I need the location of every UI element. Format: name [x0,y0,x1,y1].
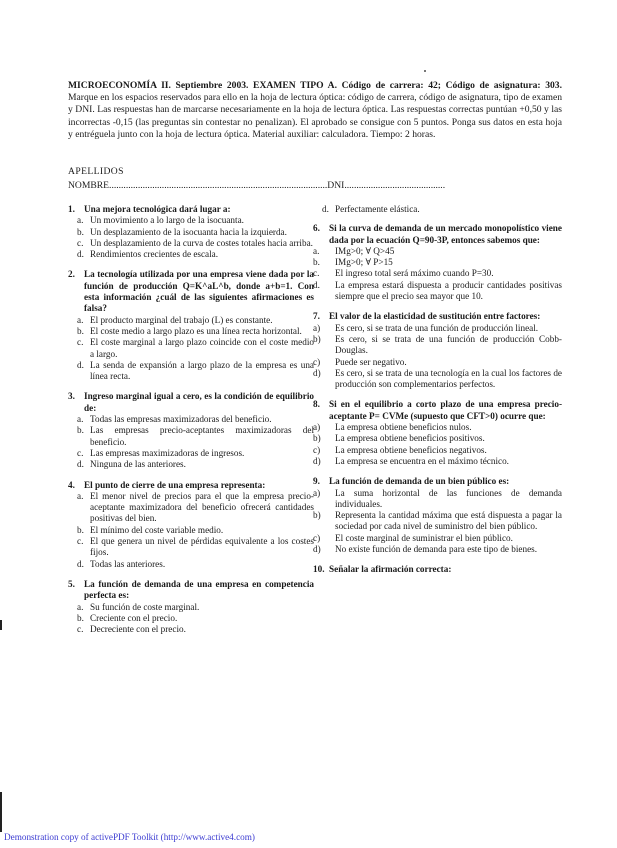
question-5 [68,579,314,635]
option-text: Su función de coste marginal. [90,601,200,612]
option-letter: b. [77,612,84,623]
option-text: Las empresas maximizadoras de ingresos. [90,447,245,458]
option-text: El coste medio a largo plazo es una línea recta horizontal. [90,325,302,336]
answer-option [68,315,314,326]
option-letter: a. [77,414,84,425]
option-text: La senda de expansión a largo plazo de la empresa es una línea recta. [90,359,314,382]
option-text: Representa la cantidad máxima que está dispuesta a pagar la sociedad por cada nivel de suministro del bien público. [335,510,562,532]
option-letter: c) [313,532,321,543]
question-3 [68,391,314,470]
question-text: La función de demanda de un bien público es: [329,476,510,487]
option-letter: a. [77,215,84,226]
option-text: El coste marginal a largo plazo coincide con el coste medio a largo. [90,337,314,359]
answer-option [313,268,562,279]
question-stem [68,269,314,314]
exam-title: MICROECONOMÍA II. Septiembre 2003. EXAMEN TIPO A. Código de carrera: 42; Código de asignatura: 303. [68,80,562,91]
option-letter: c. [77,624,84,635]
option-text: Puede ser negativo. [335,356,407,367]
answer-option [68,326,314,337]
margin-mark-1 [0,620,2,630]
answer-option [68,360,314,383]
answer-option [313,357,562,368]
answer-option [68,613,314,624]
carry-option [313,204,562,215]
question-text: El punto de cierre de una empresa representa: [84,479,266,490]
option-letter: b. [77,524,84,535]
answer-option [313,445,562,456]
answer-option [68,238,314,249]
option-text: Es cero, si se trata de una tecnología en la cual los factores de producción son complementarios perfectos. [335,367,562,390]
answer-option [313,422,562,433]
exam-header [68,80,562,141]
question-number: 6. [313,223,320,234]
option-letter: c. [77,237,84,248]
option-letter: a) [313,487,321,498]
option-letter: b) [313,333,321,344]
option-letter: a) [313,422,321,433]
option-letter: c. [77,536,84,547]
question-stem [313,399,562,422]
option-letter: a. [313,245,320,256]
question-text: Señalar la afirmación correcta: [329,564,452,575]
question-text: El valor de la elasticidad de sustitución entre factores: [329,311,541,322]
option-text: La empresa obtiene beneficios positivos. [335,433,485,444]
option-letter: a. [77,314,84,325]
answer-option [68,624,314,635]
option-letter: b) [313,433,321,444]
question-text: La tecnología utilizada por una empresa viene dada por la función de producción Q=K^aL^b, donde a+b=1. Con esta información ¿cuál de las siguientes afirmaciones es falsa? [84,269,314,314]
question-number: 7. [313,311,320,322]
answer-option [313,323,562,334]
option-letter: c) [313,444,321,455]
option-letter: a) [313,322,321,333]
answer-option [313,533,562,544]
question-1 [68,204,314,260]
answer-option [313,368,562,391]
option-text: El producto marginal del trabajo (L) es constante. [90,314,273,325]
answer-option [313,488,562,511]
question-number: 3. [68,391,75,402]
option-text: Todas las empresas maximizadoras del beneficio. [90,414,272,425]
option-text: El ingreso total será máximo cuando P=30. [335,268,494,279]
option-letter: b. [313,257,320,268]
right-column [313,204,562,585]
option-text: Todas las anteriores. [90,558,166,569]
question-stem [313,223,562,246]
option-letter: a. [77,490,84,501]
option-text: La suma horizontal de las funciones de demanda individuales. [335,487,562,509]
option-letter: c. [77,447,84,458]
option-text: La empresa obtiene beneficios negativos. [335,444,487,455]
option-letter: d. [77,558,84,569]
answer-option [68,491,314,525]
option-letter: d. [77,459,84,470]
option-text: Rendimientos crecientes de escala. [90,249,219,260]
question-stem [313,311,562,322]
option-text: El mínimo del coste variable medio. [90,524,224,535]
option-letter: d. [322,204,329,214]
answer-option [313,456,562,467]
question-stem [68,579,314,602]
question-6 [313,223,562,302]
option-text: Un desplazamiento de la isocuanta hacia la izquierda. [90,226,287,237]
option-letter: d. [77,359,84,370]
option-text: IMg>0; ∀ Q>45 [335,245,395,256]
nombre-dni-line: NOMBRE...........................................................................................DNI.......................................... [68,180,446,191]
option-letter: c. [77,337,84,348]
answer-option [313,544,562,555]
question-10 [313,564,562,575]
question-text: La función de demanda de una empresa en competencia perfecta es: [84,578,314,601]
option-letter: c. [313,268,320,279]
question-4 [68,480,314,570]
option-letter: b. [77,425,84,436]
answer-option [68,448,314,459]
option-text: El que genera un nivel de pérdidas equivalente a los costes fijos. [90,536,314,558]
answer-option [68,459,314,470]
question-text: Una mejora tecnológica dará lugar a: [84,204,231,214]
left-column [68,204,314,644]
option-letter: c) [313,356,321,367]
question-text: Si la curva de demanda de un mercado monopolístico viene dada por la ecuación Q=90-3P, entonces sabemos que: [329,223,562,245]
option-text: La empresa obtiene beneficios nulos. [335,422,472,433]
question-number: 4. [68,479,75,490]
question-2 [68,269,314,382]
option-text: Ninguna de las anteriores. [90,459,186,470]
answer-option [313,280,562,303]
question-9 [313,476,562,555]
option-text: IMg>0; ∀ P>15 [335,257,393,268]
question-stem [68,480,314,491]
answer-option [68,602,314,613]
option-text: Un desplazamiento de la curva de costes totales hacia arriba. [90,237,313,248]
question-number: 2. [68,269,75,280]
option-text: Perfectamente elástica. [335,204,420,214]
margin-mark-2 [0,792,2,832]
watermark-footer: Demonstration copy of activePDF Toolkit (http://www.active4.com) [4,832,255,842]
answer-option [313,257,562,268]
option-text: Es cero, si se trata de una función de producción lineal. [335,322,539,333]
question-number: 5. [68,578,75,589]
option-letter: d. [313,279,320,290]
answer-option [68,559,314,570]
answer-option [313,246,562,257]
answer-option [313,334,562,357]
option-text: No existe función de demanda para este tipo de bienes. [335,544,538,555]
answer-option [68,425,314,448]
option-letter: b) [313,510,321,521]
answer-option [68,215,314,226]
question-stem [68,204,314,215]
question-stem [68,391,314,414]
answer-option [68,337,314,360]
option-text: Decreciente con el precio. [90,624,186,635]
option-letter: d) [313,367,321,378]
option-letter: b. [77,226,84,237]
option-text: Es cero, si se trata de una función de producción Cobb-Douglas. [335,333,562,356]
answer-option [68,414,314,425]
option-text: Creciente con el precio. [90,612,178,623]
option-text: El menor nivel de precios para el que la empresa precio-aceptante maximizadora del beneficio ofrecerá cantidades positivas del bien. [90,490,314,524]
option-text: La empresa estará dispuesta a producir cantidades positivas siempre que el precio sea mayor que 10. [335,279,562,302]
answer-option [68,525,314,536]
option-text: El coste marginal de suministrar el bien público. [335,532,513,543]
option-letter: d. [77,249,84,260]
question-number: 1. [68,204,75,214]
question-8 [313,399,562,467]
option-letter: b. [77,325,84,336]
answer-option [68,249,314,260]
question-stem [313,476,562,487]
option-text: Un movimiento a lo largo de la isocuanta. [90,215,244,226]
question-number: 9. [313,476,320,487]
question-text: Ingreso marginal igual a cero, es la condición de equilibrio de: [84,391,314,413]
question-text: Si en el equilibrio a corto plazo de una empresa precio-aceptante P= CVMe (supuesto que CFT>0) ocurre que: [329,399,562,421]
option-letter: d) [313,455,321,466]
answer-option [313,510,562,533]
question-number: 10. [313,564,325,575]
answer-option [68,536,314,559]
question-number: 8. [313,399,320,410]
answer-option [68,227,314,238]
option-letter: d) [313,544,321,555]
exam-instructions: Marque en los espacios reservados para ello en la hoja de lectura óptica: código de carrera, código de asignatura, tipo de examen y DNI. Las respuestas han de marcarse necesariamente en la hoja de lectura óptica. Las respuestas correctas puntúan +0,50 y las incorrectas -0,15 (las preguntas sin contestar no penalizan). El aprobado se consigue con 5 puntos. Ponga sus datos en esta hoja y entréguela junto con la hoja de lectura óptica. Material auxiliar: calculadora. Tiempo: 2 horas. [68,92,562,140]
corner-mark [424,70,426,72]
apellidos-label: APELLIDOS [68,166,124,177]
answer-option [313,433,562,444]
option-letter: a. [77,601,84,612]
question-stem [313,564,562,575]
option-text: Las empresas precio-aceptantes maximizadoras del beneficio. [90,425,314,447]
question-7 [313,311,562,390]
option-text: La empresa se encuentra en el máximo técnico. [335,455,509,466]
